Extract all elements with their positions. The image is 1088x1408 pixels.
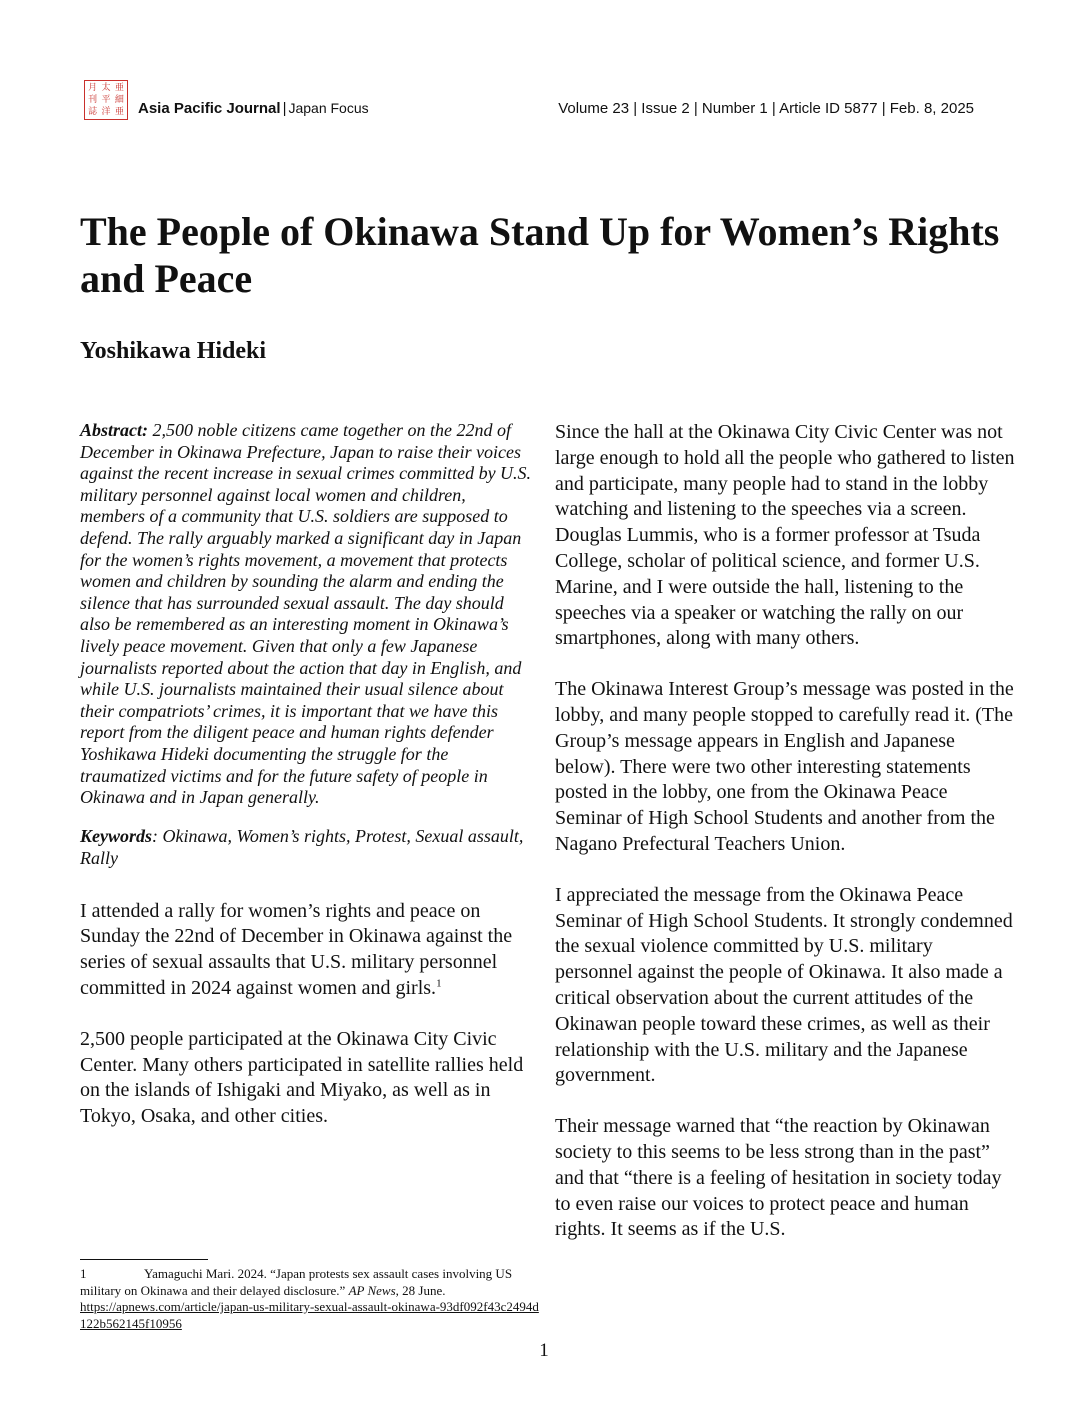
logo-char: 月: [88, 83, 98, 93]
logo-char: 洋: [101, 107, 111, 117]
keywords-text: : Okinawa, Women’s rights, Protest, Sexual assault, Rally: [80, 825, 524, 868]
journal-separator: |: [282, 100, 287, 117]
journal-name: Asia Pacific Journal: [138, 100, 281, 117]
abstract-text: 2,500 noble citizens came together on the 22nd of December in Okinawa Prefecture, Japan to raise their voices against the recent increase in sexual crimes committed by U.S. military personnel against local women and children, members of a community that U.S. soldiers are supposed to defend. The rally arguably marked a significant day in Japan for the women’s rights movement, a movement that protects women and children by sounding the alarm and ending the silence that has surrounded sexual assault. The day should also be remembered as an interesting moment in Okinawa’s lively peace movement. Given that only a few Japanese journalists reported about the action that day in English, and while U.S. journalists maintained their usual silence about their compatriots’ crimes, it is important that we have this report from the diligent peace and human rights defender Yoshikawa Hideki documenting the struggle for the traumatized victims and for the future safety of people in Okinawa and in Japan generally.: [80, 420, 532, 808]
paragraph-text: I attended a rally for women’s rights and peace on Sunday the 22nd of December in Okinawa against the series of sexual assaults that U.S. military personnel committed in 2024 against women and girls.: [80, 899, 513, 1000]
article-author: Yoshikawa Hideki: [80, 338, 267, 364]
page-header: [84, 80, 984, 140]
footnote-url-link[interactable]: https://apnews.com/article/japan-us-military-sexual-assault-okinawa-93df092f43c2494d122b562145f10956: [80, 1299, 539, 1331]
footnote-number: 1: [80, 1266, 87, 1281]
footnote-ref-link[interactable]: 1: [436, 977, 442, 990]
logo-char: 刊: [88, 95, 98, 105]
body-paragraph: 2,500 people participated at the Okinawa City Civic Center. Many others participated in satellite rallies held on the islands of Ishigaki and Miyako, as well as in Tokyo, Osaka, and other cities.: [80, 1027, 524, 1128]
logo-char: 太: [101, 83, 111, 93]
journal-logo-icon: [84, 80, 128, 120]
abstract-label: Abstract:: [80, 420, 149, 440]
keywords: [80, 825, 535, 869]
footnote-text-end: , 28 June.: [395, 1282, 446, 1298]
logo-char: 平: [101, 95, 111, 105]
issue-info: Volume 23 | Issue 2 | Number 1 | Article ID 5877 | Feb. 8, 2025: [558, 100, 974, 117]
logo-char: 亜: [114, 107, 124, 117]
journal-title: [138, 100, 369, 117]
body-paragraph: I appreciated the message from the Okinawa Peace Seminar of High School Students. It strongly condemned the sexual violence committed by U.S. military personnel against the people of Okinawa. It also made a critical observation about the current attitudes of the Okinawan people toward these crimes, as well as their relationship with the U.S. military and the Japanese government.: [555, 883, 1013, 1087]
abstract: [80, 420, 535, 809]
journal-subtitle: Japan Focus: [288, 100, 369, 116]
article-title: The People of Okinawa Stand Up for Women’s Rights and Peace: [80, 209, 1000, 301]
left-column: [80, 420, 535, 1130]
footnote-text: Yamaguchi Mari. 2024. “Japan protests sex assault cases involving US military on Okinawa and their delayed disclosure.”: [80, 1266, 513, 1298]
logo-char: 亜: [114, 83, 124, 93]
body-paragraph: Since the hall at the Okinawa City Civic Center was not large enough to hold all the people who gathered to listen and participate, many people had to stand in the lobby watching and listening to the speeches via a screen. Douglas Lummis, who is a former professor at Tsuda College, scholar of political science, and former U.S. Marine, and I were outside the hall, listening to the speeches via a speaker or watching the rally on our smartphones, along with many others.: [555, 421, 1015, 650]
body-paragraph: The Okinawa Interest Group’s message was posted in the lobby, and many people stopped to carefully read it. (The Group’s message appears in English and Japanese below). There were two other interesting statements posted in the lobby, one from the Okinawa Peace Seminar of High School Students and another from the Nagano Prefectural Teachers Union.: [555, 678, 1014, 855]
page-number: 1: [539, 1340, 549, 1361]
logo-char: 誌: [88, 107, 98, 117]
body-paragraph: [80, 899, 535, 1002]
logo-char: 細: [114, 95, 124, 105]
footnote: [80, 1266, 540, 1332]
body-paragraph: Their message warned that “the reaction by Okinawan society to this seems to be less strong than in the past” and that “there is a feeling of hesitation in society today to even raise our voices to protect peace and human rights. It seems as if the U.S.: [555, 1115, 1002, 1241]
footnote-divider: [80, 1259, 208, 1260]
footnote-source: AP News: [348, 1282, 396, 1298]
right-column: [555, 420, 1015, 1243]
keywords-label: Keywords: [80, 825, 152, 846]
